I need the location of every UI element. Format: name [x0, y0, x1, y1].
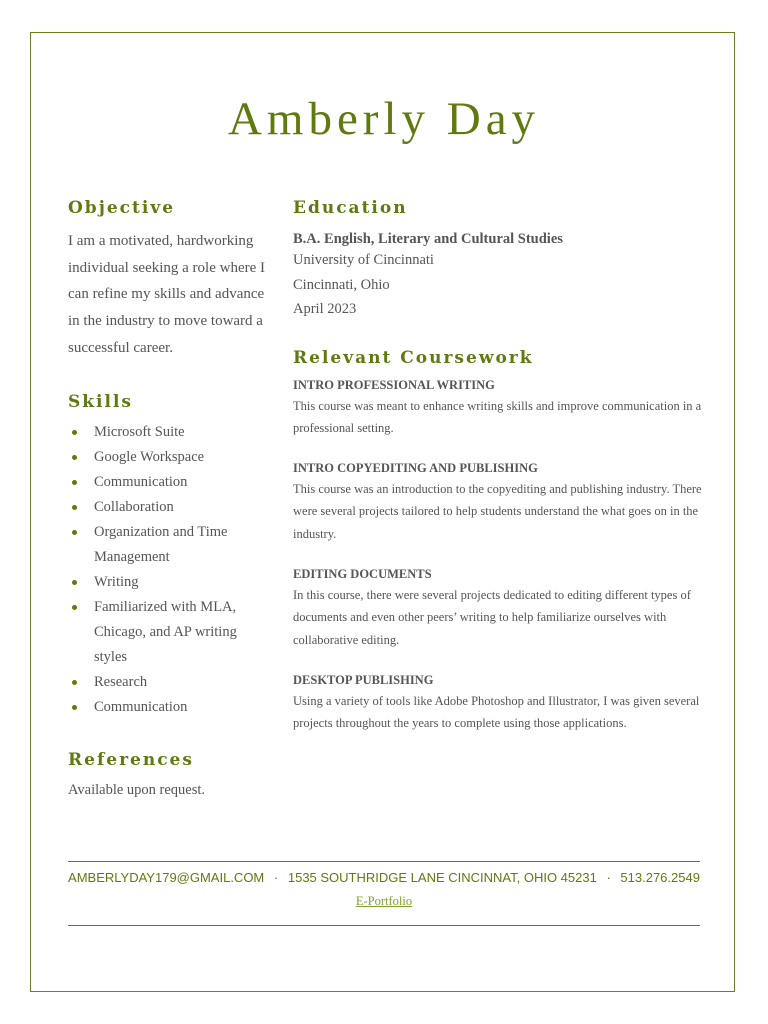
course-title: DESKTOP PUBLISHING	[293, 672, 434, 687]
candidate-name: Amberly Day	[227, 93, 541, 145]
course-title: INTRO PROFESSIONAL WRITING	[293, 377, 495, 392]
course-entry	[293, 567, 703, 651]
skill-item	[68, 570, 268, 595]
references-text: Available upon request.	[68, 781, 206, 798]
contact-email[interactable]: AMBERLYDAY179@GMAIL.COM	[68, 870, 265, 885]
left-column	[68, 198, 268, 799]
contact-separator: ·	[606, 870, 611, 885]
bullet-icon	[72, 455, 77, 460]
skill-label: Google Workspace	[94, 448, 205, 465]
education-school: University of Cincinnati	[293, 252, 434, 268]
skills-heading: Skills	[68, 391, 134, 412]
skill-item	[68, 495, 268, 520]
skill-label: Organization and Time Management	[94, 523, 228, 565]
course-title: EDITING DOCUMENTS	[293, 566, 432, 581]
objective-text: I am a motivated, hardworking individual seeking a role where I can refine my skills and advance in the industry to move toward a successful career.	[68, 233, 266, 356]
skill-label: Communication	[94, 473, 188, 490]
bullet-icon	[72, 580, 77, 585]
bullet-icon	[72, 480, 77, 485]
skill-label: Communication	[94, 698, 188, 715]
bullet-icon	[72, 680, 77, 685]
skill-item	[68, 445, 268, 470]
education-location: Cincinnati, Ohio	[293, 276, 390, 293]
education-degree: B.A. English, Literary and Cultural Studies	[293, 231, 563, 247]
eportfolio-link[interactable]: E-Portfolio	[355, 894, 413, 908]
contact-phone: 513.276.2549	[620, 870, 700, 885]
course-description: In this course, there were several projects dedicated to editing different types of documents and even other peers’ writing to help familiarize ourselves with collaborative editing.	[293, 587, 691, 647]
skill-item	[68, 420, 268, 445]
course-description: This course was meant to enhance writing skills and improve communication in a professional setting.	[293, 398, 702, 435]
course-description: This course was an introduction to the copyediting and publishing industry. There were several projects tailored to help students understand the what goes on in the industry.	[293, 482, 702, 541]
skill-item	[68, 595, 268, 670]
education-heading: Education	[293, 198, 408, 218]
skill-item	[68, 695, 268, 720]
bullet-icon	[72, 505, 77, 510]
bullet-icon	[72, 530, 77, 535]
footer-top-divider	[68, 861, 700, 862]
right-column	[293, 198, 703, 734]
course-description: Using a variety of tools like Adobe Photoshop and Illustrator, I was given several projects throughout the years to complete using those applications.	[293, 693, 700, 731]
skill-label: Research	[94, 673, 148, 690]
course-entry	[293, 378, 703, 440]
skill-item	[68, 470, 268, 495]
course-title: INTRO COPYEDITING AND PUBLISHING	[293, 461, 538, 476]
contact-address: 1535 SOUTHRIDGE LANE CINCINNAT, OHIO 45231	[287, 870, 597, 885]
course-entry	[293, 461, 703, 545]
bullet-icon	[72, 605, 77, 610]
skill-label: Collaboration	[94, 498, 174, 515]
contact-separator: ·	[273, 870, 279, 885]
education-date: April 2023	[293, 301, 357, 317]
skill-label: Microsoft Suite	[94, 423, 185, 440]
contact-line	[68, 870, 700, 885]
skill-label: Writing	[94, 573, 139, 590]
skill-item	[68, 670, 268, 695]
footer-bottom-divider	[68, 925, 700, 926]
objective-heading: Objective	[68, 198, 176, 218]
bullet-icon	[72, 705, 77, 710]
bullet-icon	[72, 430, 77, 435]
eportfolio-row	[68, 894, 700, 909]
course-entry	[293, 673, 703, 735]
references-heading: References	[68, 749, 194, 770]
coursework-heading: Relevant Coursework	[293, 347, 534, 368]
skills-list	[68, 420, 268, 720]
skill-label: Familiarized with MLA, Chicago, and AP writing styles	[94, 598, 237, 665]
skill-item	[68, 520, 268, 570]
